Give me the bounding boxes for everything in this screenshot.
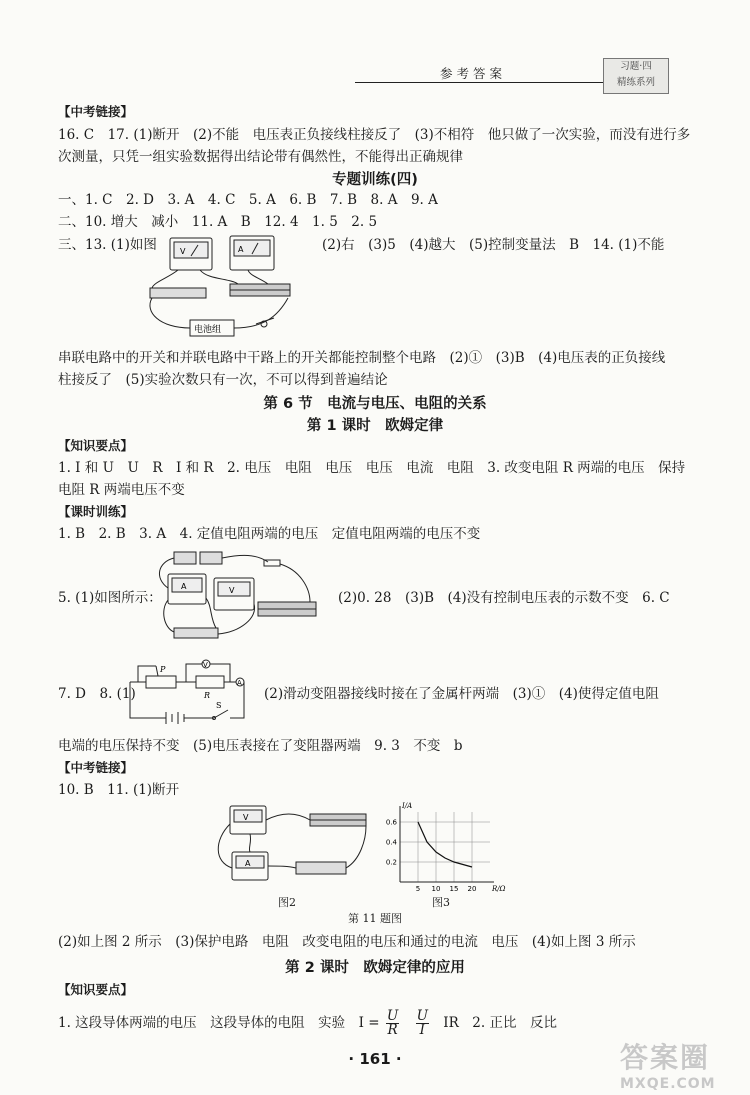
voltmeter-symbol: V	[180, 247, 186, 256]
y-tick-label: 0.6	[385, 818, 397, 827]
page-header-title: 参考答案	[440, 66, 507, 81]
answer-line: (2)右 (3)5 (4)越大 (5)控制变量法 B 14. (1)不能	[322, 237, 665, 253]
watermark-logo	[620, 1036, 742, 1092]
series-line	[418, 822, 472, 867]
answer-line: (2)如上图 2 所示 (3)保护电路 电阻 改变电阻的电压和通过的电流 电压 (4)如上图 3 所示	[58, 934, 636, 950]
answer-line: 7. D 8. (1)	[58, 686, 136, 702]
resistor-label: R	[204, 691, 211, 700]
x-tick-label: 20	[467, 885, 477, 893]
x-axis-label: R/Ω	[492, 885, 506, 893]
answer-line: (2)0. 28 (3)B (4)没有控制电压表的示数不变 6. C	[338, 590, 670, 606]
answer-line: 三、13. (1)如图	[58, 237, 157, 253]
ammeter-symbol: A	[237, 679, 242, 687]
answer-line: 串联电路中的开关和并联电路中干路上的开关都能控制整个电路 (2)① (3)B (4)电压表的正负接线	[58, 350, 666, 366]
section-tag-zhongkao: 【中考链接】	[58, 104, 134, 119]
y-axis-label: I/A	[402, 802, 413, 810]
watermark-url: MXQE.COM	[620, 1076, 716, 1092]
lesson-heading: 第 2 课时 欧姆定律的应用	[285, 960, 465, 976]
answer-line-formula	[58, 1008, 557, 1038]
section-tag-knowledge: 【知识要点】	[58, 982, 134, 997]
section-heading: 第 6 节 电流与电压、电阻的关系	[263, 396, 487, 412]
answer-line: 10. B 11. (1)断开	[58, 782, 180, 798]
ammeter-symbol: A	[245, 859, 251, 868]
fig3-label: 图3	[432, 896, 450, 909]
answer-line: 1. I 和 U U R I 和 R 2. 电压 电阻 电压 电压 电流 电阻 3. 改变电阻 R 两端的电压 保持	[58, 460, 686, 476]
series-logo	[603, 58, 669, 94]
y-tick-label: 0.4	[385, 838, 397, 847]
lesson-heading: 第 1 课时 欧姆定律	[306, 418, 444, 434]
answer-line: 1. B 2. B 3. A 4. 定值电阻两端的电压 定值电阻两端的电压不变	[58, 526, 481, 542]
fraction-u-over-r: $\frac{U}{R}$	[386, 1008, 399, 1038]
answer-line: 电阻 R 两端电压不变	[58, 482, 185, 498]
battery-label: 电池组	[194, 325, 222, 335]
voltmeter-symbol: V	[203, 661, 208, 669]
x-tick-label: 10	[431, 885, 441, 893]
figure-13-circuit	[138, 232, 308, 344]
section-tag-training: 【课时训练】	[58, 504, 134, 519]
figure-11-wiring	[210, 800, 370, 900]
figure-5-circuit	[150, 548, 328, 648]
figure-caption: 第 11 题图	[348, 912, 402, 925]
section-tag-knowledge: 【知识要点】	[58, 438, 134, 453]
answer-line: 柱接反了 (5)实验次数只有一次，不可以得到普遍结论	[58, 372, 388, 388]
x-tick-label: 15	[449, 885, 459, 893]
figure-3-chart	[378, 800, 506, 896]
answer-line: 二、10. 增大 减小 11. A B 12. 4 1. 5 2. 5	[58, 214, 378, 230]
voltmeter-symbol: V	[229, 586, 235, 595]
slider-label: P	[160, 665, 166, 674]
answer-line: 一、1. C 2. D 3. A 4. C 5. A 6. B 7. B 8. A 9. A	[58, 192, 438, 208]
fraction-u-over-i: $\frac{U}{I}$	[416, 1008, 428, 1038]
logo-line-2: 精练系列	[616, 77, 655, 88]
formula-suffix: IR 2. 正比 反比	[443, 1015, 557, 1031]
answer-line: 5. (1)如图所示：	[58, 590, 162, 606]
switch-label: S	[216, 701, 222, 710]
voltmeter-symbol: V	[243, 813, 249, 822]
answer-line: 电端的电压保持不变 (5)电压表接在了变阻器两端 9. 3 不变 b	[58, 738, 463, 754]
page-number: · 161 ·	[348, 1050, 402, 1068]
answer-line: 次测量，只凭一组实验数据得出结论带有偶然性，不能得出正确规律	[58, 149, 463, 165]
x-tick-label: 5	[415, 885, 421, 893]
fig2-label: 图2	[278, 896, 296, 909]
watermark-text: 答案圈	[620, 1041, 711, 1074]
section-tag-zhongkao: 【中考链接】	[58, 760, 134, 775]
ammeter-symbol: A	[238, 245, 244, 254]
answer-line: (2)滑动变阻器接线时接在了金属杆两端 (3)① (4)使得定值电阻	[264, 686, 659, 702]
formula-prefix: 1. 这段导体两端的电压 这段导体的电阻 实验 I =	[58, 1015, 380, 1031]
logo-line-1: 习题·四	[620, 61, 652, 72]
answer-line: 16. C 17. (1)断开 (2)不能 电压表正负接线柱接反了 (3)不相符 他只做了一次实验，而没有进行多	[58, 127, 691, 143]
y-tick-label: 0.2	[385, 858, 397, 867]
i-r-chart	[378, 800, 506, 896]
header-rule	[355, 82, 613, 83]
ammeter-symbol: A	[181, 582, 187, 591]
topic-heading: 专题训练(四)	[332, 172, 418, 188]
figure-8-schematic	[126, 652, 256, 724]
